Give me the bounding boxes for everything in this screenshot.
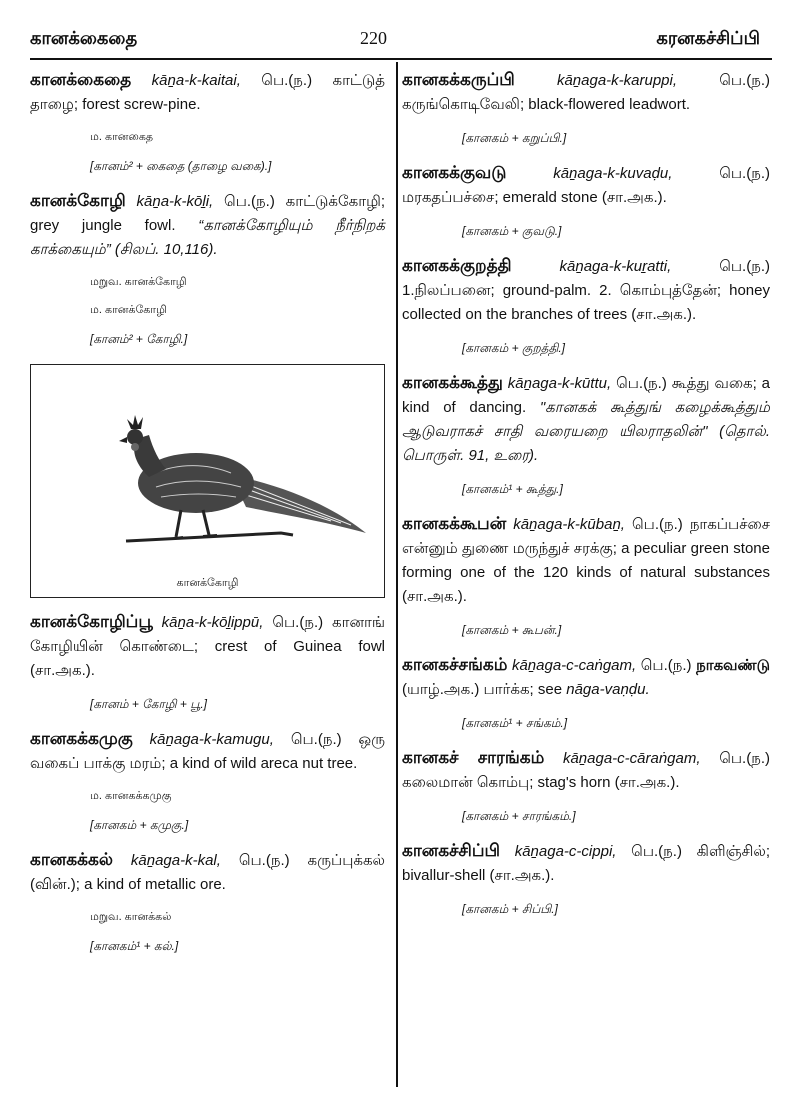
- dictionary-entry: [402, 653, 770, 702]
- etymology: [கானம்² + கைதை (தாழை வகை).]: [90, 159, 272, 173]
- dictionary-entry: [402, 254, 770, 327]
- headword: கானகக்கருப்பி: [402, 70, 515, 89]
- column-divider: [396, 62, 398, 1087]
- transliteration: kāṉaga-k-kūbaṉ,: [513, 516, 625, 533]
- cross-reference-link: நாகவண்டு: [696, 657, 770, 674]
- header-left-guideword: கானக்கைதை: [30, 28, 138, 48]
- dictionary-entry: [402, 512, 770, 609]
- definition: பெ.(ந.) மரகதப்பச்சை; emerald stone (சா.அக.).: [402, 165, 770, 206]
- headword: கானக்கோழி: [30, 191, 126, 210]
- headword: கானகக்கூபன்: [402, 514, 507, 533]
- headword: கானகக்கமுகு: [30, 729, 133, 748]
- jungle-fowl-illustration: [31, 365, 383, 595]
- cognate: ம. கானகக்கமுகு: [90, 790, 172, 802]
- figure-caption: கானக்கோழி: [176, 577, 239, 589]
- headword: கானகக்குவடு: [402, 163, 507, 182]
- transliteration: kāṉaga-c-caṅgam,: [511, 657, 637, 674]
- left-column: [30, 68, 385, 969]
- etymology: [கானம் + கோழி + பூ.]: [90, 697, 208, 711]
- headword: கானகக்கூத்து: [402, 373, 503, 392]
- synonym: மறுவ. கானக்கல்: [90, 911, 172, 923]
- transliteration: kāṉaga-c-cippi,: [514, 843, 617, 860]
- cognate: ம. கானகைத: [90, 131, 154, 143]
- transliteration: kāṉaga-k-kūttu,: [507, 375, 612, 392]
- dictionary-entry: [402, 161, 770, 210]
- definition: பெ.(ந.): [640, 657, 692, 674]
- etymology: [கானகம் + சாரங்கம்.]: [462, 809, 576, 823]
- transliteration: kāṉaga-k-karuppi,: [556, 72, 678, 89]
- header-right-guideword: கரனகச்சிப்பி: [656, 28, 760, 48]
- page-number: 220: [360, 28, 387, 48]
- page-header: [0, 0, 800, 62]
- dictionary-entry: [402, 68, 770, 117]
- see-transliteration: nāga-vaṇḍu.: [566, 681, 650, 698]
- right-column: [402, 68, 770, 932]
- synonym: மறுவ. கானக்கோழி: [90, 276, 187, 288]
- definition: (யாழ்.அக.) பார்க்க; see: [402, 681, 563, 698]
- dictionary-entry: [402, 746, 770, 795]
- etymology: [கானகம் + கூபன்.]: [462, 623, 562, 637]
- definition: பெ.(ந.) கூத்து வகை; a kind of dancing.: [402, 375, 771, 416]
- transliteration: kāṉa-k-kōḻippū,: [161, 614, 264, 631]
- transliteration: kāṉaga-k-kamugu,: [149, 731, 274, 748]
- dictionary-entry: [30, 727, 385, 776]
- etymology: [கானகம்¹ + சங்கம்.]: [462, 716, 568, 730]
- dictionary-entry: [30, 68, 385, 117]
- dictionary-entry: [402, 839, 770, 888]
- definition: பெ.(ந.) 1.நிலப்பனை; ground-palm. 2. கொம்புத்தேன்; honey collected on the branches of trees (சா.அக.).: [402, 258, 770, 323]
- definition: பெ.(ந.) கிளிஞ்சில்; bivallur-shell (சா.அக.).: [402, 843, 771, 884]
- headword: கானகச்சிப்பி: [402, 841, 500, 860]
- headword: கானகச்சங்கம்: [402, 655, 508, 674]
- dictionary-entry: [30, 189, 385, 262]
- headword: கானகக்கல்: [30, 850, 113, 869]
- header-rule: [30, 58, 772, 60]
- definition: பெ.(ந.) ஒரு வகைப் பாக்கு மரம்; a kind of wild areca nut tree.: [30, 731, 385, 772]
- cognate: ம. கானக்கோழி: [90, 304, 167, 316]
- etymology: [கானகம் + கறுப்பி.]: [462, 131, 567, 145]
- etymology: [கானம்² + கோழி.]: [90, 332, 188, 346]
- etymology: [கானகம் + குறத்தி.]: [462, 341, 566, 355]
- transliteration: kāṉaga-k-kuvaḍu,: [553, 165, 673, 182]
- transliteration: kāṉaga-k-kuṟatti,: [559, 258, 672, 275]
- transliteration: kāṉaga-k-kal,: [130, 852, 221, 869]
- dictionary-entry: [30, 848, 385, 897]
- transliteration: kāṉaga-c-cāraṅgam,: [562, 750, 701, 767]
- transliteration: kāṉa-k-kaitai,: [151, 72, 241, 89]
- headword: கானகச் சாரங்கம்: [402, 748, 545, 767]
- definition: பெ.(ந.) காட்டுத் தாழை; forest screw-pine.: [30, 72, 386, 113]
- illustration-figure: [30, 364, 385, 598]
- definition: பெ.(ந.) கருங்கொடிவேலி; black-flowered leadwort.: [402, 72, 770, 113]
- definition: பெ.(ந.) காட்டுக்கோழி; grey jungle fowl.: [30, 193, 386, 234]
- etymology: [கானகம் + குவடு.]: [462, 224, 562, 238]
- citation-quote: "கானகக் கூத்துங் கழைக்கூத்தும் ஆடுவராகச் சாதி வரையறை யிலராதலின்" (தொல். பொருள். 91, உரை).: [402, 399, 771, 464]
- definition: பெ.(ந.) நாகப்பச்சை என்னும் துணை மருந்துச் சரக்கு; a peculiar green stone forming one of the 120 kinds of natural substances (சா.அக.).: [402, 516, 770, 605]
- headword: கானகக்குறத்தி: [402, 256, 512, 275]
- etymology: [கானகம்¹ + கூத்து.]: [462, 482, 563, 496]
- definition: பெ.(ந.) கானாங் கோழியின் கொண்டை; crest of Guinea fowl (சா.அக.).: [30, 614, 386, 679]
- headword: கானக்கோழிப்பூ: [30, 612, 153, 631]
- citation-quote: “கானக்கோழியும் நீர்நிறக் காக்கையும்” (சிலப். 10,116).: [30, 217, 385, 258]
- etymology: [கானகம் + கமுகு.]: [90, 818, 189, 832]
- definition: பெ.(ந.) கருப்புக்கல் (வின்.); a kind of metallic ore.: [30, 852, 385, 893]
- dictionary-entry: [30, 610, 385, 683]
- etymology: [கானகம்¹ + கல்.]: [90, 939, 179, 953]
- etymology: [கானகம் + சிப்பி.]: [462, 902, 558, 916]
- dictionary-entry: [402, 371, 770, 468]
- definition: பெ.(ந.) கலைமான் கொம்பு; stag's horn (சா.அக.).: [402, 750, 770, 791]
- transliteration: kāṉa-k-kōḻi,: [136, 193, 214, 210]
- headword: கானக்கைதை: [30, 70, 132, 89]
